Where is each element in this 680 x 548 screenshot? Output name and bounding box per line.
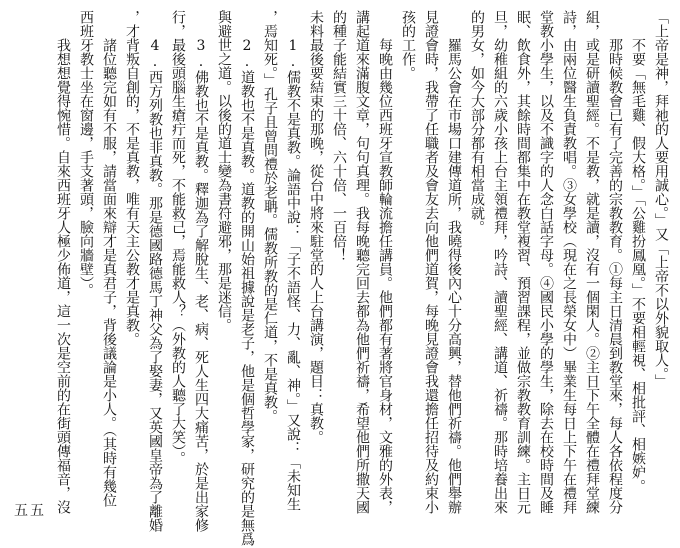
text-column: 見證會時，我帶了任職者及會友去向他們道賀，每晚見證會我還擔任招待及約束小 [423,10,439,514]
text-column: 堂教小學生，以及不識字的人念白話字母。④國民小學的學生，除去在校時間及睡 [538,10,554,514]
text-column: 那時候教會已有了完善的宗教教育。①每主日清晨到教堂來，每人各依程度分 [607,38,623,514]
text-column: 眠、飲食外，其餘時間都集中在教堂複習、預習課程，並做宗教教育訓練。主日元 [515,10,531,514]
text-column: ，焉知死。」孔子且曾問禮於老聃。儒教所教的是仁道，不是真教。 [262,10,278,423]
text-column: 講起道來滿腹文章，句句真理。我每晚聽完回去都為他們祈禱，希望他們所撒天國 [354,10,370,514]
text-column: 詩，由兩位醫生負責教唱。③女學校（現在之長榮女中）畢業生每日上下午在禮拜 [561,10,577,514]
text-column: 旦，幼稚組的六歲小孩上台主領禮拜，吟詩、讀聖經、講道、祈禱。那時培養出來 [492,10,508,514]
page-number: 五五 [14,503,46,519]
text-column: 與避世之道。以後的道士變為書符避邪，那是迷信。 [216,10,232,332]
text-column: 每晚由幾位西班牙宣教師輪流擔任講員。他們都有著將官身材，文雅的外表， [377,38,393,514]
text-column: 1.儒教不是真教。論語中說：「子不語怪、力、亂、神。」又說：「未知生 [285,38,301,511]
text-column: 的男女，如今大部分都有相當成就。 [469,10,485,234]
text-column: 3.佛教也不是真教。釋迦為了解脫生、老、病、死人生四大痛苦，於是出家修 [193,38,209,532]
text-column: 4.西方列教也非真教。那是德國路德馬丁神父為了娶妻，又英國皇帝為了離婚 [147,38,163,532]
vertical-text-body [51,10,672,546]
text-column: 2.道教也不是真教。道教的開山始祖據說是老子，他是個哲學家，研究的是無爲 [239,38,255,546]
text-column: 孩的工作。 [400,10,416,80]
text-column: 組，或是研讀聖經。不是教，就是讀，沒有一個閑人。②主日下午全體在禮拜堂練 [584,10,600,514]
text-column: 的種子能結實三十倍、六十倍、一百倍！ [331,10,347,262]
text-column: 西班牙教士坐在窗邊，手支著頭，臉向牆壁）。 [78,10,94,297]
text-column: 行，最後頭腦生瘡疔而死，不能救己，焉能救人？（外教的人聽了大笑）。 [170,10,186,465]
text-column: 不要「無毛雞、假大格。」「公雞扮鳳凰。」不要相輕視、相批評、相嫉妒。 [630,38,646,493]
text-column: ，才背叛自創的，不是真教，唯有天主公教才是真教。 [124,10,140,346]
text-column: 我想想覺得惋惜。自來西班牙人極少佈道，這一次是空前的在街頭傳福音，沒 [55,38,71,514]
text-column: 羅馬公會在市場口建傳道所，我曉得後內心十分高興，替他們祈禱。他們舉辦 [446,38,462,514]
text-column: 諸位聽完如有不服，請當面來辯才是真君子，背後議論是小人。（其時有幾位 [101,38,117,507]
text-column: 「上帝是神，拜祂的人要用誠心。」又「上帝不以外貌取人。」 [653,10,669,388]
text-column: 未料最後要結束的那晚，從台中將來駐堂的人上台講演，題目：真教。 [308,10,324,444]
